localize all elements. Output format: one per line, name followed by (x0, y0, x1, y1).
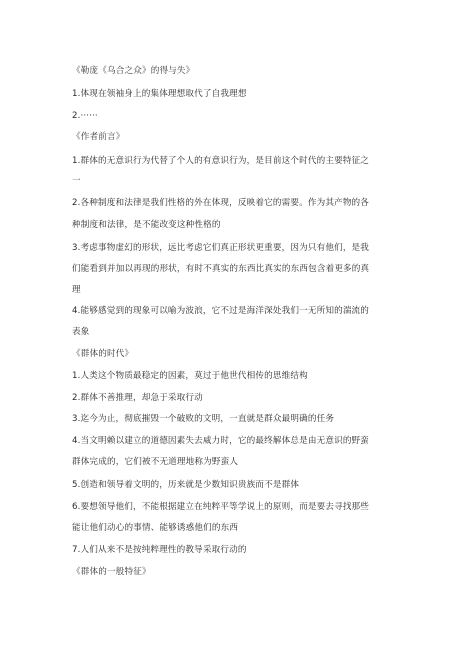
era-point-6-line-1: 6.要想领导他们，不能根据建立在纯粹平等学说上的原则，而是要去寻找那些 (72, 502, 370, 512)
era-point-5-text: 5.创造和领导着文明的，历来就是少数知识贵族而不是群体 (72, 480, 300, 490)
point-2-text: 2.······ (72, 111, 98, 121)
heading-era-of-crowds: 《群体的时代》 (72, 349, 134, 359)
era-point-4-line-2: 群体完成的，它们被不无道理地称为野蛮人 (72, 457, 239, 467)
heading-author-preface: 《作者前言》 (72, 132, 125, 142)
heading-book-title: 《勒庞《乌合之众》的得与失》 (72, 66, 195, 76)
era-point-7-text: 7.人们从来不是按纯粹理性的教导采取行动的 (72, 545, 247, 555)
preface-point-3-line-3: 理 (72, 285, 81, 295)
preface-point-3-line-1: 3.考虑事物虚幻的形状，远比考虑它们真正形状更重要，因为只有他们，是我 (72, 243, 370, 253)
era-point-3-text: 3.迄今为止，彻底摧毁一个破败的文明，一直就是群众最明确的任务 (72, 414, 335, 424)
preface-point-4-line-1: 4.能够感觉到的现象可以喻为波浪，它不过是海洋深处我们一无所知的湍流的 (72, 306, 370, 316)
point-1-text: 1.体现在领袖身上的集体理想取代了自我理想 (72, 89, 247, 99)
preface-point-3-line-2: 们能看到并加以再现的形状，有时不真实的东西比真实的东西包含着更多的真 (72, 264, 370, 274)
era-point-1-text: 1.人类这个物质最稳定的因素，莫过于他世代相传的思维结构 (72, 371, 308, 381)
preface-point-2-line-1: 2.各种制度和法律是我们性格的外在体现，反映着它的需要。作为其产物的各 (72, 198, 370, 208)
preface-point-2-line-2: 种制度和法律，是不能改变这种性格的 (72, 220, 221, 230)
era-point-6-line-2: 能让他们动心的事情、能够诱惑他们的东西 (72, 523, 239, 533)
preface-point-1-line-1: 1.群体的无意识行为代替了个人的有意识行为，是目前这个时代的主要特征之 (72, 156, 370, 166)
preface-point-1-line-2: 一 (72, 176, 81, 186)
era-point-2-text: 2.群体不善推理，却急于采取行动 (72, 393, 203, 403)
era-point-4-line-1: 4.当文明赖以建立的道德因素失去威力时，它的最终解体总是由无意识的野蛮 (72, 436, 370, 446)
heading-general-characteristics: 《群体的一般特征》 (72, 567, 151, 577)
preface-point-4-line-2: 表象 (72, 327, 90, 337)
